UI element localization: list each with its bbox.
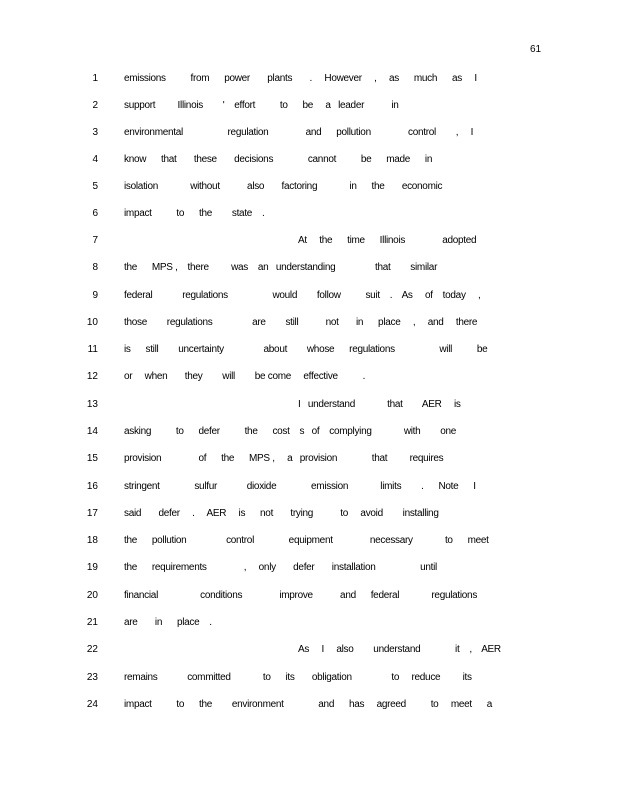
transcript-line: [0, 481, 618, 495]
transcript-line: [0, 399, 618, 413]
transcript-line: [0, 100, 618, 114]
transcript-line: [0, 290, 618, 304]
line-text: emissions from power plants . However , as much as I: [124, 73, 477, 84]
line-text: the requirements , only defer installation until: [124, 562, 437, 573]
transcript-line: [0, 617, 618, 631]
line-number: 18: [86, 535, 98, 546]
line-text: isolation without also factoring in the economic: [124, 181, 443, 192]
transcript-line: [0, 371, 618, 385]
transcript-line: [0, 73, 618, 87]
line-text: I understand that AER is: [298, 399, 461, 410]
line-text: asking to defer the cost s of complying with one: [124, 426, 457, 437]
line-number: 16: [86, 481, 98, 492]
transcript-line: [0, 344, 618, 358]
transcript-line: [0, 453, 618, 467]
transcript-line: [0, 235, 618, 249]
transcript-line: [0, 154, 618, 168]
line-number: 6: [92, 208, 98, 219]
line-text: the MPS , there was an understanding that similar: [124, 262, 438, 273]
line-text: federal regulations would follow suit . As of today ,: [124, 290, 481, 301]
line-text: financial conditions improve and federal regulations: [124, 590, 478, 601]
line-number: 22: [86, 644, 98, 655]
transcript-line: [0, 127, 618, 141]
page-number: 61: [530, 44, 542, 55]
line-number: 9: [92, 290, 98, 301]
line-text: support Illinois ' effort to be a leader in: [124, 100, 399, 111]
line-text: At the time Illinois adopted: [298, 235, 477, 246]
line-text: or when they will be come effective .: [124, 371, 366, 382]
transcript-line: [0, 535, 618, 549]
line-number: 3: [92, 127, 98, 138]
line-number: 19: [86, 562, 98, 573]
line-text: said defer . AER is not trying to avoid installing: [124, 508, 439, 519]
line-text: As I also understand it , AER: [298, 644, 501, 655]
line-text: stringent sulfur dioxide emission limits . Note I: [124, 481, 476, 492]
line-text: environmental regulation and pollution control , I: [124, 127, 474, 138]
line-number: 2: [92, 100, 98, 111]
transcript-line: [0, 644, 618, 658]
line-number: 23: [86, 672, 98, 683]
line-text: impact to the state .: [124, 208, 265, 219]
line-text: impact to the environment and has agreed to meet a: [124, 699, 492, 710]
line-text: remains committed to its obligation to reduce its: [124, 672, 472, 683]
transcript-line: [0, 208, 618, 222]
line-number: 14: [86, 426, 98, 437]
line-number: 24: [86, 699, 98, 710]
line-text: provision of the MPS , a provision that requires: [124, 453, 444, 464]
line-number: 12: [86, 371, 98, 382]
line-number: 11: [87, 344, 98, 355]
transcript-line: [0, 672, 618, 686]
line-number: 21: [86, 617, 98, 628]
line-number: 4: [92, 154, 98, 165]
line-number: 5: [92, 181, 98, 192]
transcript-line: [0, 508, 618, 522]
line-text: is still uncertainty about whose regulations will be: [124, 344, 488, 355]
line-number: 20: [86, 590, 98, 601]
line-text: know that these decisions cannot be made in: [124, 154, 433, 165]
line-number: 7: [92, 235, 98, 246]
line-text: the pollution control equipment necessary to meet: [124, 535, 489, 546]
line-text: those regulations are still not in place , and there: [124, 317, 478, 328]
transcript-line: [0, 262, 618, 276]
transcript-line: [0, 699, 618, 713]
transcript-line: [0, 317, 618, 331]
line-number: 17: [86, 508, 98, 519]
line-number: 1: [92, 73, 98, 84]
transcript-line: [0, 426, 618, 440]
transcript-line: [0, 181, 618, 195]
line-text: are in place .: [124, 617, 212, 628]
transcript-line: [0, 590, 618, 604]
line-number: 10: [86, 317, 98, 328]
line-number: 13: [86, 399, 98, 410]
line-number: 8: [92, 262, 98, 273]
transcript-line: [0, 562, 618, 576]
line-number: 15: [86, 453, 98, 464]
